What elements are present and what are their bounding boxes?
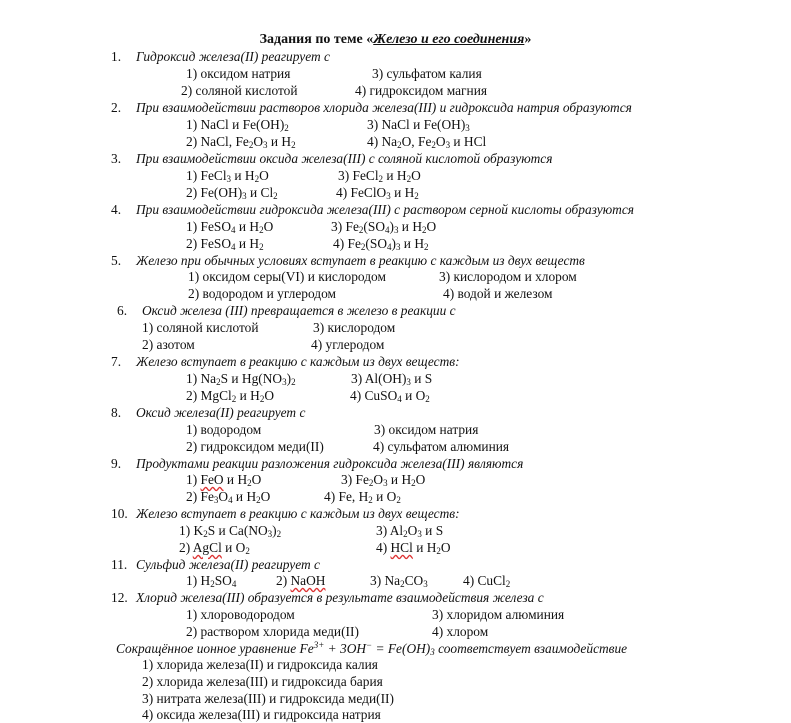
answer-option: 2) гидроксидом меди(II) bbox=[186, 439, 324, 454]
answer-option: 1) FeO и $H_2O$ bbox=[186, 472, 262, 488]
answer-option: 4) CuCl$_2$ bbox=[463, 573, 511, 589]
answer-option: 2) NaOH bbox=[276, 573, 326, 588]
question-text: Гидроксид железа(II) реагирует с bbox=[136, 49, 330, 64]
answer-option: 2) NaCl, $Fe_2O_3$ и $H_2$ bbox=[186, 134, 296, 150]
question-text: Оксид железа(II) реагирует с bbox=[136, 405, 306, 420]
answer-option: 4) углеродом bbox=[311, 337, 385, 352]
answer-option: 4) $Na_2O$, $Fe_2O_3$ и HCl bbox=[367, 134, 487, 150]
answer-option: 3) $Fe_2(SO_4)_3$ и $H_2O$ bbox=[331, 219, 437, 235]
answer-option: 3) $Na_2CO_3$ bbox=[370, 573, 428, 589]
answer-option: 4) $Fe_2(SO_4)_3$ и $H_2$ bbox=[333, 236, 429, 252]
question-text: Железо при обычных условиях вступает в реакцию с каждым из двух веществ bbox=[136, 253, 585, 268]
answer-option: 3) $Al_2O_3$ и S bbox=[376, 523, 444, 539]
question-text: При взаимодействии оксида железа(III) с соляной кислотой образуются bbox=[136, 151, 553, 166]
answer-option: 4) Fe, $H_2$ и $O_2$ bbox=[324, 489, 401, 505]
answer-option: 3) $Al(OH)_3$ и S bbox=[351, 371, 433, 387]
answer-option: 3) FeCl$_2$ и $H_2O$ bbox=[338, 168, 421, 184]
answer-option: 4) оксида железа(III) и гидроксида натрия bbox=[142, 707, 381, 722]
answer-option: 1) хлорида железа(II) и гидроксида калия bbox=[142, 657, 378, 672]
document-page: Задания по теме «Железо и его соединения» 1. Гидроксид железа(II) реагирует с 1) оксидом натрия 3) сульфатом калия 2) соляной кислотой 4) гидроксидом магния 2. При взаимодействии растворов хлорида железа(III) и гидроксида натрия образуются 1) NaCl и $Fe(OH)_2$ 3) NaCl и $Fe(OH)_3$ 2) NaCl, $Fe_2O_3$ и $H_2$ 4) $Na_2O$, $Fe_2O_3$ и HCl 3. При взаимодействии оксида железа(III) с соляной кислотой образуются 1) FeCl$_3$ и $H_2O$ 3) FeCl$_2$ и $H_2O$ 2) $Fe(OH)_3$ и $Cl_2$ 4) FeClO$_3$ и $H_2$ 4. При взаимодействии гидроксида железа(III) с раствором серной кислоты образуются 1) FeSO$_4$ и $H_2O$ 3) $Fe_2(SO_4)_3$ и $H_2O$ 2) FeSO$_4$ и $H_2$ 4) $Fe_2(SO_4)_3$ и $H_2$ 5. Железо при обычных условиях вступает в реакцию с каждым из двух веществ 1) оксидом серы(VI) и кислородом 3) кислородом и хлором 2) водородом и углеродом 4) водой и железом 6. Оксид железа (III) превращается в железо в реакции с 1) соляной кислотой 3) кислородом 2) азотом 4) углеродом 7. Железо вступает в реакцию с каждым из двух веществ: 1) $Na_2S$ и $Hg(NO_3)_2$ 3) $Al(OH)_3$ и S 2) MgCl$_2$ и $H_2O$ 4) CuSO$_4$ и $O_2$ 8. Оксид железа(II) реагирует с 1) водородом 3) оксидом натрия 2) гидроксидом меди(II) 4) сульфатом алюминия 9. Продуктами реакции разложения гидроксида железа(III) являются 1) FeO и $H_2O$ 3) $Fe_2O_3$ и $H_2O$ 2) $Fe_3O_4$ и $H_2O$ 4) Fe, $H_2$ и $O_2$ 10. Железо вступает в реакцию с каждым из двух веществ: 1) $K_2S$ и $Ca(NO_3)_2$ 3) $Al_2O_3$ и S 2) AgCl и $O_2$ 4) HCl и $H_2O$ 11. Сульфид железа(II) реагирует с 1) $H_2SO_4$ 2) NaOH 3) $Na_2CO_3$ 4) CuCl$_2$ 12. Хлорид железа(III) образуется в результате взаимодействия железа с 1) хлороводородом 3) хлоридом алюминия 2) раствором хлорида меди(II) 4) хлором Сокращённое ионное уравнение $Fe^{3+} + 3OH^- = Fe(OH)_3$ соответствует взаимодействие 1) хлорида железа(II) и гидроксида калия 2) хлорида железа(III) и гидроксида бария 3) нитрата железа(III) и гидроксида меди(II) 4) оксида железа(III) и гидроксида натрия bbox=[0, 0, 791, 723]
question-text: Оксид железа (III) превращается в железо в реакции с bbox=[142, 303, 456, 318]
answer-option: 3) кислородом и хлором bbox=[439, 269, 577, 284]
question-text: Железо вступает в реакцию с каждым из двух веществ: bbox=[136, 506, 460, 521]
answer-option: 4) CuSO$_4$ и $O_2$ bbox=[350, 388, 430, 404]
answer-option: 4) хлором bbox=[432, 624, 489, 639]
answer-option: 3) оксидом натрия bbox=[374, 422, 479, 437]
answer-option: 2) соляной кислотой bbox=[181, 83, 298, 98]
answer-option: 2) $Fe(OH)_3$ и $Cl_2$ bbox=[186, 185, 278, 201]
question-text: При взаимодействии растворов хлорида железа(III) и гидроксида натрия образуются bbox=[136, 100, 632, 115]
answer-option: 2) хлорида железа(III) и гидроксида бария bbox=[142, 674, 383, 689]
answer-option: 4) FeClO$_3$ и $H_2$ bbox=[336, 185, 419, 201]
answer-option: 3) нитрата железа(III) и гидроксида меди(II) bbox=[142, 691, 394, 706]
answer-option: 1) соляной кислотой bbox=[142, 320, 259, 335]
answer-option: 1) FeCl$_3$ и $H_2O$ bbox=[186, 168, 269, 184]
answer-option: 2) AgCl и $O_2$ bbox=[179, 540, 250, 556]
answer-option: 2) $Fe_3O_4$ и $H_2O$ bbox=[186, 489, 271, 505]
answer-option: 1) водородом bbox=[186, 422, 262, 437]
question-text: Хлорид железа(III) образуется в результате взаимодействия железа с bbox=[136, 590, 544, 605]
question-text: Железо вступает в реакцию с каждым из двух веществ: bbox=[136, 354, 460, 369]
answer-option: 1) оксидом серы(VI) и кислородом bbox=[188, 269, 386, 284]
answer-option: 1) $Na_2S$ и $Hg(NO_3)_2$ bbox=[186, 371, 296, 387]
page-title: Задания по теме «Железо и его соединения» bbox=[259, 32, 532, 47]
question-text: Сокращённое ионное уравнение $Fe^{3+} + 3OH^- = Fe(OH)_3$ соответствует взаимодействие bbox=[116, 640, 628, 657]
answer-option: 2) FeSO$_4$ и $H_2$ bbox=[186, 236, 264, 252]
answer-option: 1) $K_2S$ и $Ca(NO_3)_2$ bbox=[179, 523, 282, 539]
answer-option: 1) NaCl и $Fe(OH)_2$ bbox=[186, 117, 289, 133]
answer-option: 1) FeSO$_4$ и $H_2O$ bbox=[186, 219, 274, 235]
answer-option: 3) сульфатом калия bbox=[372, 66, 482, 81]
answer-option: 2) MgCl$_2$ и $H_2O$ bbox=[186, 388, 274, 404]
question-text: Продуктами реакции разложения гидроксида железа(III) являются bbox=[136, 456, 524, 471]
answer-option: 4) HCl и $H_2O$ bbox=[376, 540, 451, 556]
answer-option: 3) $Fe_2O_3$ и $H_2O$ bbox=[341, 472, 426, 488]
answer-option: 4) сульфатом алюминия bbox=[373, 439, 510, 454]
answer-option: 2) раствором хлорида меди(II) bbox=[186, 624, 359, 639]
answer-option: 3) кислородом bbox=[313, 320, 396, 335]
question-text: При взаимодействии гидроксида железа(III) с раствором серной кислоты образуются bbox=[136, 202, 635, 217]
answer-option: 2) водородом и углеродом bbox=[188, 286, 337, 301]
question-text: Сульфид железа(II) реагирует с bbox=[136, 557, 320, 572]
answer-option: 4) водой и железом bbox=[443, 286, 553, 301]
answer-option: 4) гидроксидом магния bbox=[355, 83, 488, 98]
answer-option: 3) хлоридом алюминия bbox=[432, 607, 565, 622]
answer-option: 3) NaCl и $Fe(OH)_3$ bbox=[367, 117, 470, 133]
answer-option: 1) хлороводородом bbox=[186, 607, 295, 622]
answer-option: 1) $H_2SO_4$ bbox=[186, 573, 237, 589]
answer-option: 2) азотом bbox=[142, 337, 195, 352]
answer-option: 1) оксидом натрия bbox=[186, 66, 291, 81]
